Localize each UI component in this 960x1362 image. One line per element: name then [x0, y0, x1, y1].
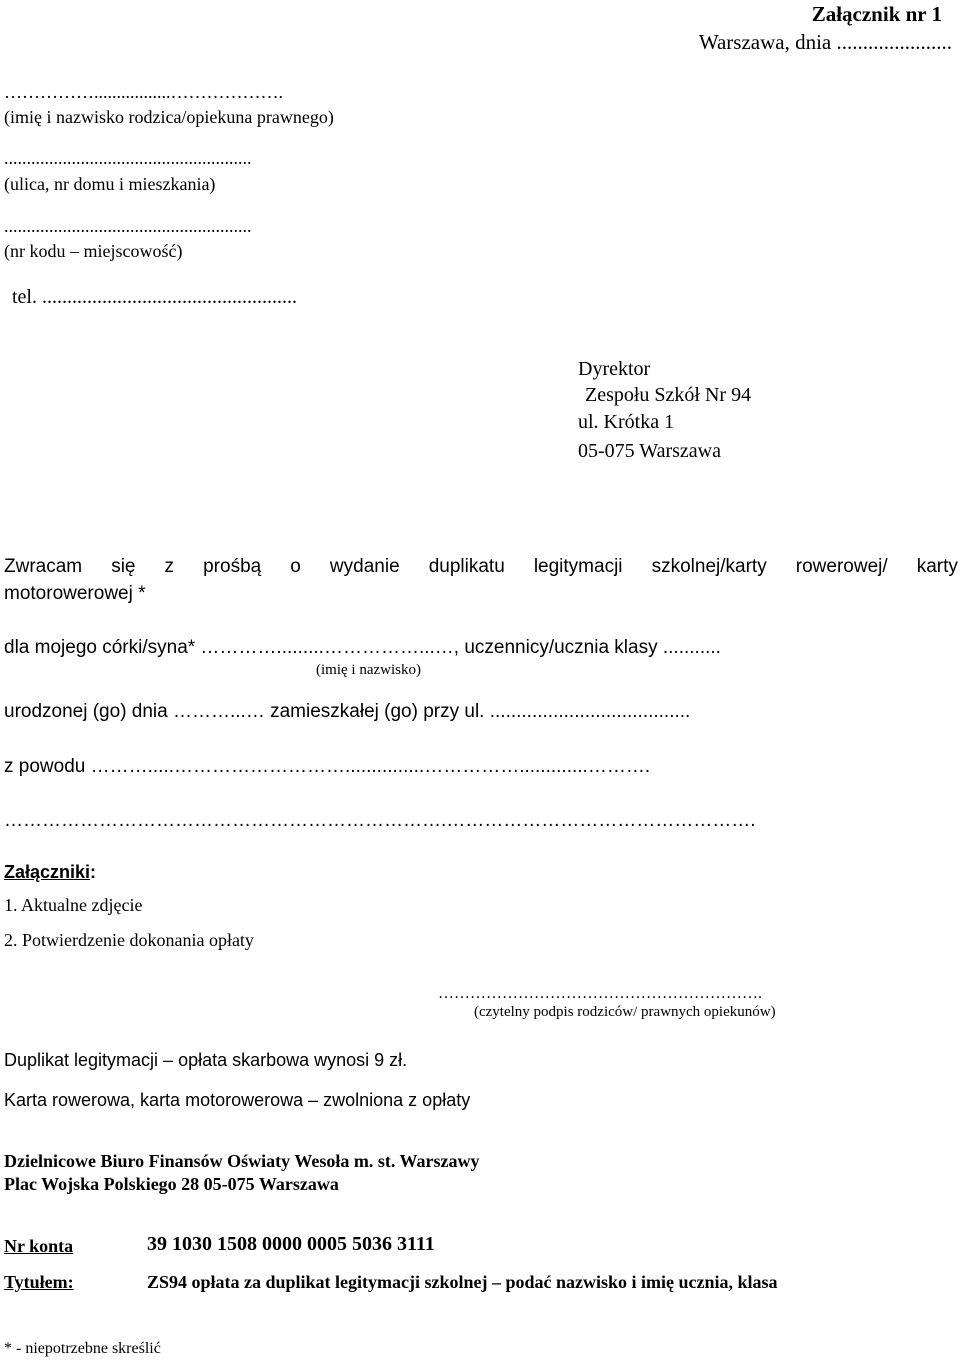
- child-line: dla mojego córki/syna* ………….........……………...…, uczennicy/ucznia klasy ...........: [4, 637, 721, 658]
- request-line-2: motorowerowej *: [4, 583, 146, 604]
- request-word: się: [111, 556, 136, 577]
- account-label: Nr konta: [4, 1236, 74, 1256]
- request-word: karty: [916, 556, 958, 577]
- sender-phone: tel. ...................................................: [12, 286, 297, 308]
- recipient-title: Dyrektor: [578, 358, 651, 380]
- sender-street-label: (ulica, nr domu i mieszkania): [4, 174, 216, 194]
- title-value: ZS94 opłata za duplikat legitymacji szkolnej – podać nazwisko i imię ucznia, klasa: [147, 1272, 778, 1292]
- sender-postal-dots: .......................................................: [4, 216, 252, 236]
- request-word: Zwracam: [4, 556, 83, 577]
- request-word: duplikatu: [428, 556, 505, 577]
- sender-street-dots: .......................................................: [4, 148, 252, 168]
- request-line-1: [4, 556, 958, 578]
- request-word: prośbą: [203, 556, 262, 577]
- request-word: szkolnej/karty: [651, 556, 767, 577]
- signature-dots: …………………………………………………….: [438, 985, 762, 1002]
- request-word: o: [290, 556, 301, 577]
- sender-name-label: (imię i nazwisko rodzica/opiekuna prawnego): [4, 107, 334, 127]
- attachments-title-text: Załączniki: [4, 862, 91, 882]
- attachments-title-colon: :: [90, 862, 97, 882]
- recipient-street: ul. Krótka 1: [578, 411, 675, 433]
- reason-dots-line: …………………………………………………………….………………………………………….: [4, 810, 756, 831]
- attachment-item-1: 1. Aktualne zdjęcie: [4, 895, 143, 915]
- sender-postal-label: (nr kodu – miejscowość): [4, 241, 183, 261]
- child-name-label: (imię i nazwisko): [316, 662, 421, 678]
- request-word: z: [164, 556, 175, 577]
- attachment-item-2: 2. Potwierdzenie dokonania opłaty: [4, 930, 254, 950]
- payment-office-address: Plac Wojska Polskiego 28 05-075 Warszawa: [4, 1174, 339, 1194]
- sender-name-dots: …………….................……………….: [4, 82, 283, 102]
- request-word: wydanie: [329, 556, 400, 577]
- attachment-number: Załącznik nr 1: [811, 2, 942, 26]
- attachments-title: [4, 862, 96, 883]
- request-word: rowerowej/: [795, 556, 888, 577]
- birth-line: urodzonej (go) dnia ………...… zamieszkałej (go) przy ul. ......................................: [4, 701, 691, 722]
- place-date: Warszawa, dnia ......................: [698, 30, 952, 54]
- reason-line: z powodu ……….....………………………...............…………….............……….: [4, 756, 651, 777]
- fee-line-2: Karta rowerowa, karta motorowerowa – zwolniona z opłaty: [4, 1090, 471, 1110]
- footnote: * - niepotrzebne skreślić: [4, 1340, 161, 1357]
- account-number: 39 1030 1508 0000 0005 5036 3111: [147, 1233, 435, 1255]
- request-word: legitymacji: [533, 556, 623, 577]
- recipient-school: Zespołu Szkół Nr 94: [585, 384, 752, 406]
- fee-line-1: Duplikat legitymacji – opłata skarbowa wynosi 9 zł.: [4, 1050, 408, 1070]
- recipient-city: 05-075 Warszawa: [578, 440, 721, 462]
- payment-office-name: Dzielnicowe Biuro Finansów Oświaty Wesoła m. st. Warszawy: [4, 1151, 480, 1171]
- signature-label: (czytelny podpis rodziców/ prawnych opiekunów): [474, 1004, 776, 1020]
- title-label: Tytułem:: [4, 1272, 74, 1292]
